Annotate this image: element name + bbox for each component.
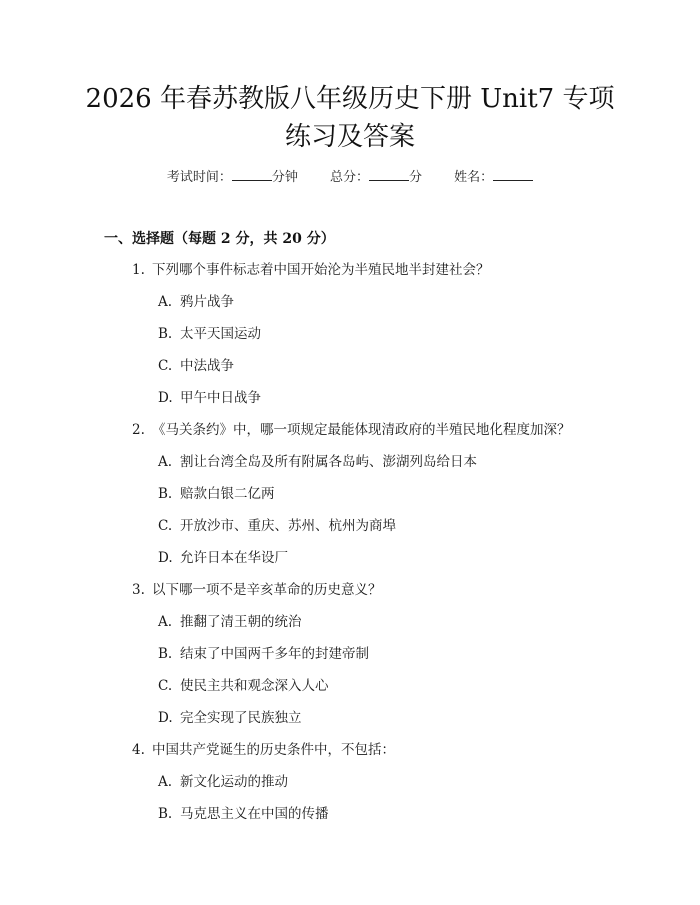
question-number: 2. [132, 422, 145, 438]
option-text: 马克思主义在中国的传播 [180, 806, 329, 822]
section-heading: 一、选择题（每题 2 分，共 20 分） [104, 231, 335, 247]
option-text: 结束了中国两千多年的封建帝制 [180, 646, 369, 662]
option-letter: A. [158, 294, 173, 310]
question-1-option-d [158, 388, 261, 408]
exam-time-blank [232, 168, 272, 181]
option-letter: B. [158, 806, 173, 822]
question-1 [132, 260, 490, 280]
page-title-line-2: 练习及答案 [284, 122, 415, 152]
exam-time-label: 考试时间： [166, 170, 232, 185]
question-2-option-c [158, 516, 396, 536]
student-name-blank [493, 168, 533, 181]
option-letter: D. [158, 390, 173, 406]
option-letter: B. [158, 646, 173, 662]
option-text: 赔款白银二亿两 [180, 486, 275, 502]
question-number: 1. [132, 262, 145, 278]
option-letter: C. [158, 358, 173, 374]
option-letter: C. [158, 518, 173, 534]
option-letter: A. [158, 614, 173, 630]
question-4-option-a [158, 772, 288, 792]
question-3 [132, 580, 382, 600]
question-number: 3. [132, 582, 145, 598]
question-text: 中国共产党诞生的历史条件中，不包括： [152, 742, 395, 758]
question-3-option-d [158, 708, 302, 728]
option-text: 鸦片战争 [180, 294, 234, 310]
option-text: 推翻了清王朝的统治 [180, 614, 302, 630]
option-letter: D. [158, 550, 173, 566]
question-text: 以下哪一项不是辛亥革命的历史意义？ [152, 582, 382, 598]
exam-info-row [0, 168, 700, 188]
total-score-label: 总分： [329, 170, 369, 185]
total-score-field [330, 168, 422, 188]
option-text: 太平天国运动 [180, 326, 261, 342]
option-text: 甲午中日战争 [180, 390, 261, 406]
question-4-option-b [158, 804, 329, 824]
question-1-option-c [158, 356, 234, 376]
exam-time-field [167, 168, 298, 188]
student-name-field [454, 168, 533, 188]
option-text: 割让台湾全岛及所有附属各岛屿、澎湖列岛给日本 [180, 454, 477, 470]
page-title-line-1: 2026 年春苏教版八年级历史下册 Unit7 专项 [85, 84, 615, 114]
option-letter: A. [158, 774, 173, 790]
total-score-blank [369, 168, 409, 181]
option-letter: A. [158, 454, 173, 470]
option-text: 新文化运动的推动 [180, 774, 288, 790]
question-3-option-b [158, 644, 369, 664]
question-4 [132, 740, 395, 760]
question-2-option-d [158, 548, 288, 568]
question-2-option-a [158, 452, 477, 472]
option-text: 完全实现了民族独立 [180, 710, 302, 726]
question-1-option-b [158, 324, 261, 344]
option-text: 使民主共和观念深入人心 [180, 678, 329, 694]
question-3-option-c [158, 676, 329, 696]
question-2-option-b [158, 484, 275, 504]
question-number: 4. [132, 742, 145, 758]
question-text: 下列哪个事件标志着中国开始沦为半殖民地半封建社会？ [152, 262, 490, 278]
student-name-label: 姓名： [454, 170, 494, 185]
question-1-option-a [158, 292, 234, 312]
question-text: 《马关条约》中，哪一项规定最能体现清政府的半殖民地化程度加深？ [152, 422, 571, 438]
option-letter: B. [158, 326, 173, 342]
exam-time-unit: 分钟 [271, 170, 298, 185]
option-text: 中法战争 [180, 358, 234, 374]
question-2 [132, 420, 571, 440]
option-text: 允许日本在华设厂 [180, 550, 288, 566]
option-letter: D. [158, 710, 173, 726]
option-letter: B. [158, 486, 173, 502]
question-3-option-a [158, 612, 302, 632]
option-letter: C. [158, 678, 173, 694]
total-score-unit: 分 [409, 170, 423, 185]
option-text: 开放沙市、重庆、苏州、杭州为商埠 [180, 518, 396, 534]
